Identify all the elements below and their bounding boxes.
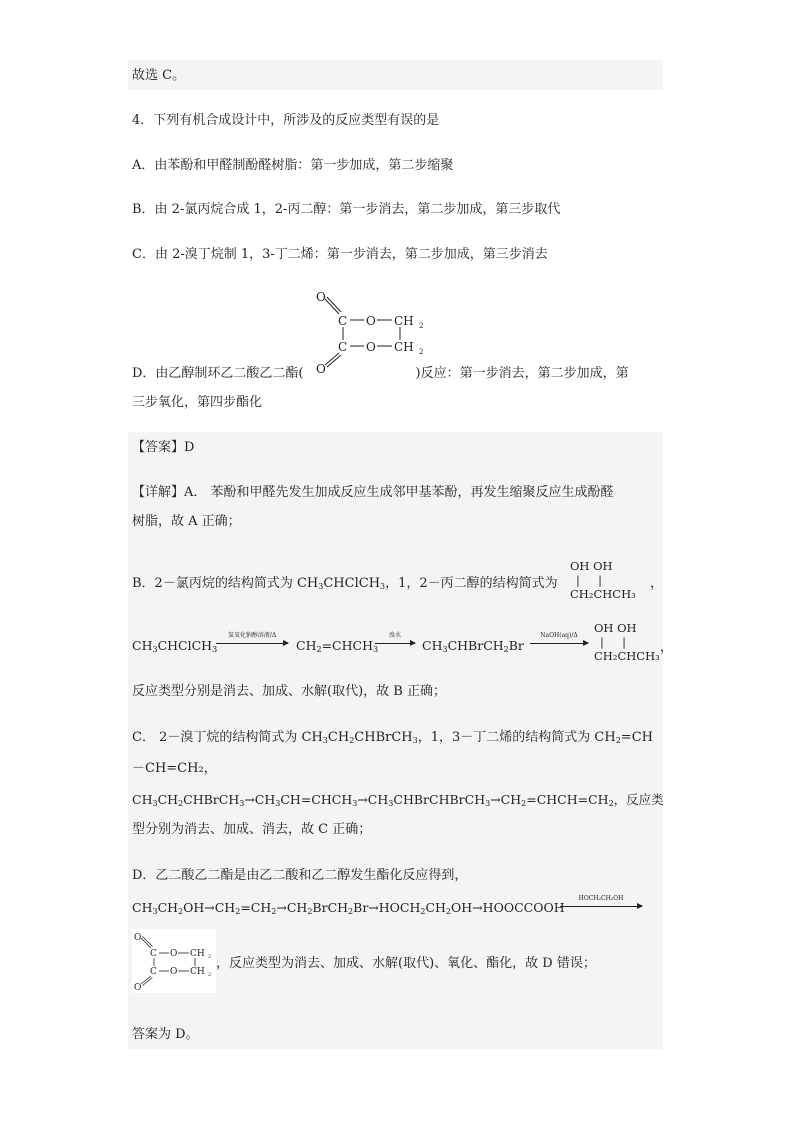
svg-text:CH: CH	[190, 949, 205, 959]
diol-oh-1: OH	[570, 559, 590, 573]
arrow-naoh: NaOH(aq)/Δ	[530, 634, 588, 646]
detail-c-line2: －CH=CH₂，	[132, 761, 217, 776]
diol-structure: OH OH | | CH₂CHCH₃	[570, 559, 636, 601]
detail-b-type: 反应类型分别是消去、加成、水解(取代)，故 B 正确；	[132, 684, 446, 699]
svg-text:O: O	[170, 949, 178, 959]
option-a: A．由苯酚和甲醛制酚醛树脂：第一步加成，第二步缩聚	[132, 158, 454, 173]
diol-structure-2: OH OH | | CH₂CHCH₃	[594, 621, 660, 663]
cyclic-ester-structure-small	[132, 929, 216, 993]
arrow-ethylene-glycol: HOCH₂CH₂OH	[560, 897, 642, 909]
option-d	[132, 364, 629, 384]
detail-c-line1: C． 2－溴丁烷的结构简式为 $CH_3CH_2CHBrCH_3$，1，3－丁二烯的结构简式为 $CH_2=CH$	[132, 730, 653, 745]
ring-o-mid: O	[366, 314, 376, 328]
chem-propene: $CH_2=CHCH_3$	[296, 638, 379, 654]
detail-a-line1: 【详解】A． 苯酚和甲醛先发生加成反应生成邻甲基苯酚，再发生缩聚反应生成酚醛	[132, 485, 614, 500]
svg-text:2: 2	[208, 954, 212, 960]
detail-d-chain	[132, 898, 565, 918]
option-d-continued: 三步氧化，第四步酯化	[132, 395, 263, 410]
chem-2-bromobutane: $CH_3CH_2CHBrCH_3$	[301, 730, 418, 745]
svg-text:C: C	[150, 949, 157, 959]
ring-sub-top: 2	[419, 322, 424, 330]
answer-label: 【答案】D	[132, 440, 195, 455]
band-top	[128, 60, 663, 90]
diol-oh-2: OH	[593, 559, 613, 573]
detail-b-end: ，	[650, 576, 664, 591]
chem-chain-d: $CH_3CH_2OH\to CH_2=CH_2\to CH_2BrCH_2Br\to HOCH_2CH_2OH\to HOOCCOOH$	[132, 900, 565, 916]
previous-answer-line: 故选 C。	[132, 68, 186, 83]
option-d-prefix: D．由乙醇制环乙二酸乙二酯(	[132, 366, 304, 381]
ring-ch2-top: CH	[394, 314, 414, 328]
ring-ch2-bot: CH	[394, 340, 414, 354]
chem-2-chloropropane: $CH_3CHClCH_3$	[296, 576, 386, 591]
svg-text:2: 2	[208, 972, 212, 978]
option-d-suffix: )反应：第一步消去，第二步加成，第	[415, 366, 629, 381]
chem-chain-c: $CH_3CH_2CHBrCH_3\to CH_3CH=CHCH_3\to CH_3CHBrCHBrCH_3\to CH_2=CHCH=CH_2$	[132, 792, 614, 808]
svg-text:O: O	[170, 967, 178, 977]
ring-o-bot: O	[366, 340, 376, 354]
detail-b-line1	[132, 574, 558, 594]
detail-d-type: ，反应类型为消去、加成、水解(取代)、氧化、酯化，故 D 错误；	[216, 956, 596, 971]
chem-dibromopropane: $CH_3CHBrCH_2Br$	[422, 638, 524, 654]
arrow-alc-koh: 氢氧化钠醇溶液/Δ	[216, 634, 288, 646]
detail-b-prefix: B．2－氯丙烷的结构简式为	[132, 576, 293, 591]
option-b: B．由 2-氯丙烷合成 1，2-丙二醇：第一步消去，第二步加成，第三步取代	[132, 202, 561, 217]
chem-butadiene-part: $CH_2=CH$	[594, 730, 653, 745]
option-c: C．由 2-溴丁烷制 1，3-丁二烯：第一步消去，第二步加成，第三步消去	[132, 247, 548, 262]
ring-c-top: C	[338, 314, 348, 328]
detail-b-mid: ，1，2－丙二醇的结构简式为	[385, 576, 558, 591]
svg-text:C: C	[150, 967, 157, 977]
reaction-chain-b-end: ，	[660, 640, 674, 655]
chem-chloro: $CH_3CHClCH_3$	[132, 638, 218, 654]
diol-backbone: CH₂CHCH₃	[570, 587, 636, 601]
ring-sub-bot: 2	[419, 348, 424, 356]
svg-text:O: O	[134, 933, 142, 943]
cyclic-ester-structure	[312, 285, 432, 375]
question-stem: 4．下列有机合成设计中，所涉及的反应类型有误的是	[132, 113, 440, 128]
svg-text:O: O	[134, 983, 142, 993]
reaction-chain-b	[132, 636, 217, 656]
ring-o-lower: O	[316, 362, 326, 375]
final-answer: 答案为 D。	[132, 1027, 199, 1042]
svg-text:CH: CH	[190, 967, 205, 977]
detail-a-line2: 树脂，故 A 正确；	[132, 514, 241, 529]
detail-c-line4: 型分别为消去、加成、消去，故 C 正确；	[132, 822, 372, 837]
detail-c-line3: $CH_3CH_2CHBrCH_3\to CH_3CH=CHCH_3\to CH_3CHBrCHBrCH_3\to CH_2=CHCH=CH_2$，反应类	[132, 792, 664, 808]
ring-o-top: O	[316, 290, 326, 304]
arrow-bromine-water: 溴水	[375, 634, 415, 646]
detail-d-line1: D．乙二酸乙二酯是由乙二酸和乙二醇发生酯化反应得到，	[132, 868, 468, 883]
ring-c-bot: C	[338, 340, 348, 354]
